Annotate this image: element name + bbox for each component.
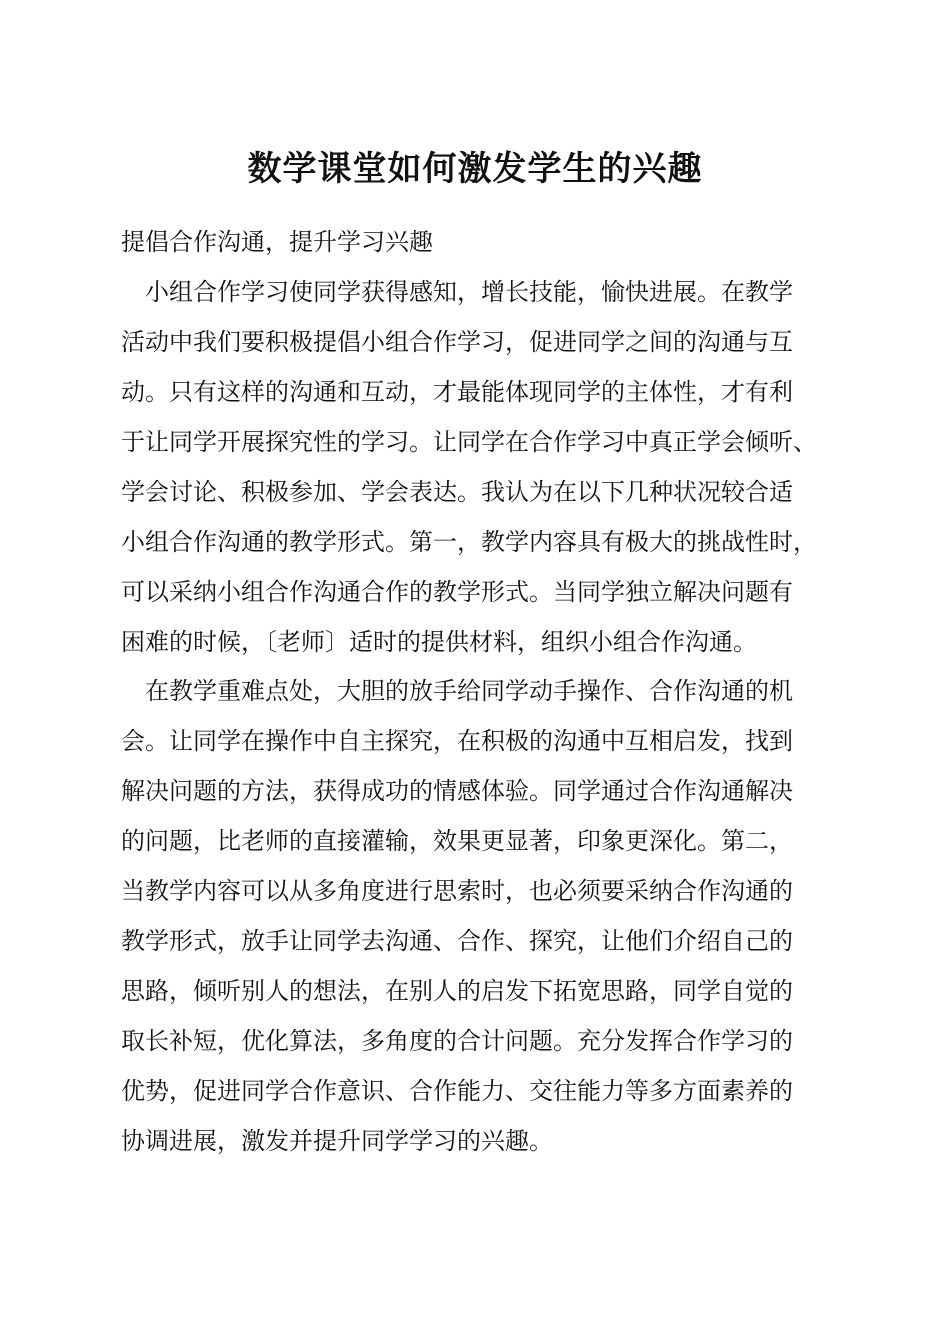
paragraph-line: 动。只有这样的沟通和互动，才最能体现同学的主体性，才有利 <box>121 378 793 406</box>
paragraph-line: 会。让同学在操作中自主探究，在积极的沟通中互相启发，找到 <box>121 727 793 755</box>
paragraph-line: 小组合作沟通的教学形式。第一，教学内容具有极大的挑战性时， <box>121 528 817 556</box>
paragraph-line: 小组合作学习使同学获得感知，增长技能，愉快进展。在教学 <box>145 278 793 306</box>
section-heading: 提倡合作沟通，提升学习兴趣 <box>121 228 433 256</box>
paragraph-line: 可以采纳小组合作沟通合作的教学形式。当同学独立解决问题有 <box>121 578 793 606</box>
paragraph-line: 当教学内容可以从多角度进行思索时，也必须要采纳合作沟通的 <box>121 877 793 905</box>
paragraph-2 <box>121 666 841 1166</box>
paragraph-line: 教学形式，放手让同学去沟通、合作、探究，让他们介绍自己的 <box>121 927 793 955</box>
paragraph-line: 优势，促进同学合作意识、合作能力、交往能力等多方面素养的 <box>121 1077 793 1105</box>
paragraph-line: 取长补短，优化算法，多角度的合计问题。充分发挥合作学习的 <box>121 1027 793 1055</box>
paragraph-line: 活动中我们要积极提倡小组合作学习，促进同学之间的沟通与互 <box>121 328 793 356</box>
paragraph-line: 于让同学开展探究性的学习。让同学在合作学习中真正学会倾听、 <box>121 428 817 456</box>
page-title: 数学课堂如何激发学生的兴趣 <box>247 149 703 189</box>
paragraph-line: 在教学重难点处，大胆的放手给同学动手操作、合作沟通的机 <box>145 677 793 705</box>
paragraph-line: 困难的时候，〔老师〕适时的提供材料，组织小组合作沟通。 <box>121 628 757 656</box>
paragraph-1 <box>121 267 841 667</box>
paragraph-line: 思路，倾听别人的想法，在别人的启发下拓宽思路，同学自觉的 <box>121 977 793 1005</box>
paragraph-line: 学会讨论、积极参加、学会表达。我认为在以下几种状况较合适 <box>121 478 793 506</box>
paragraph-line: 的问题，比老师的直接灌输，效果更显著，印象更深化。第二， <box>121 827 793 855</box>
paragraph-line: 协调进展，激发并提升同学学习的兴趣。 <box>121 1127 553 1155</box>
paragraph-line: 解决问题的方法，获得成功的情感体验。同学通过合作沟通解决 <box>121 777 793 805</box>
